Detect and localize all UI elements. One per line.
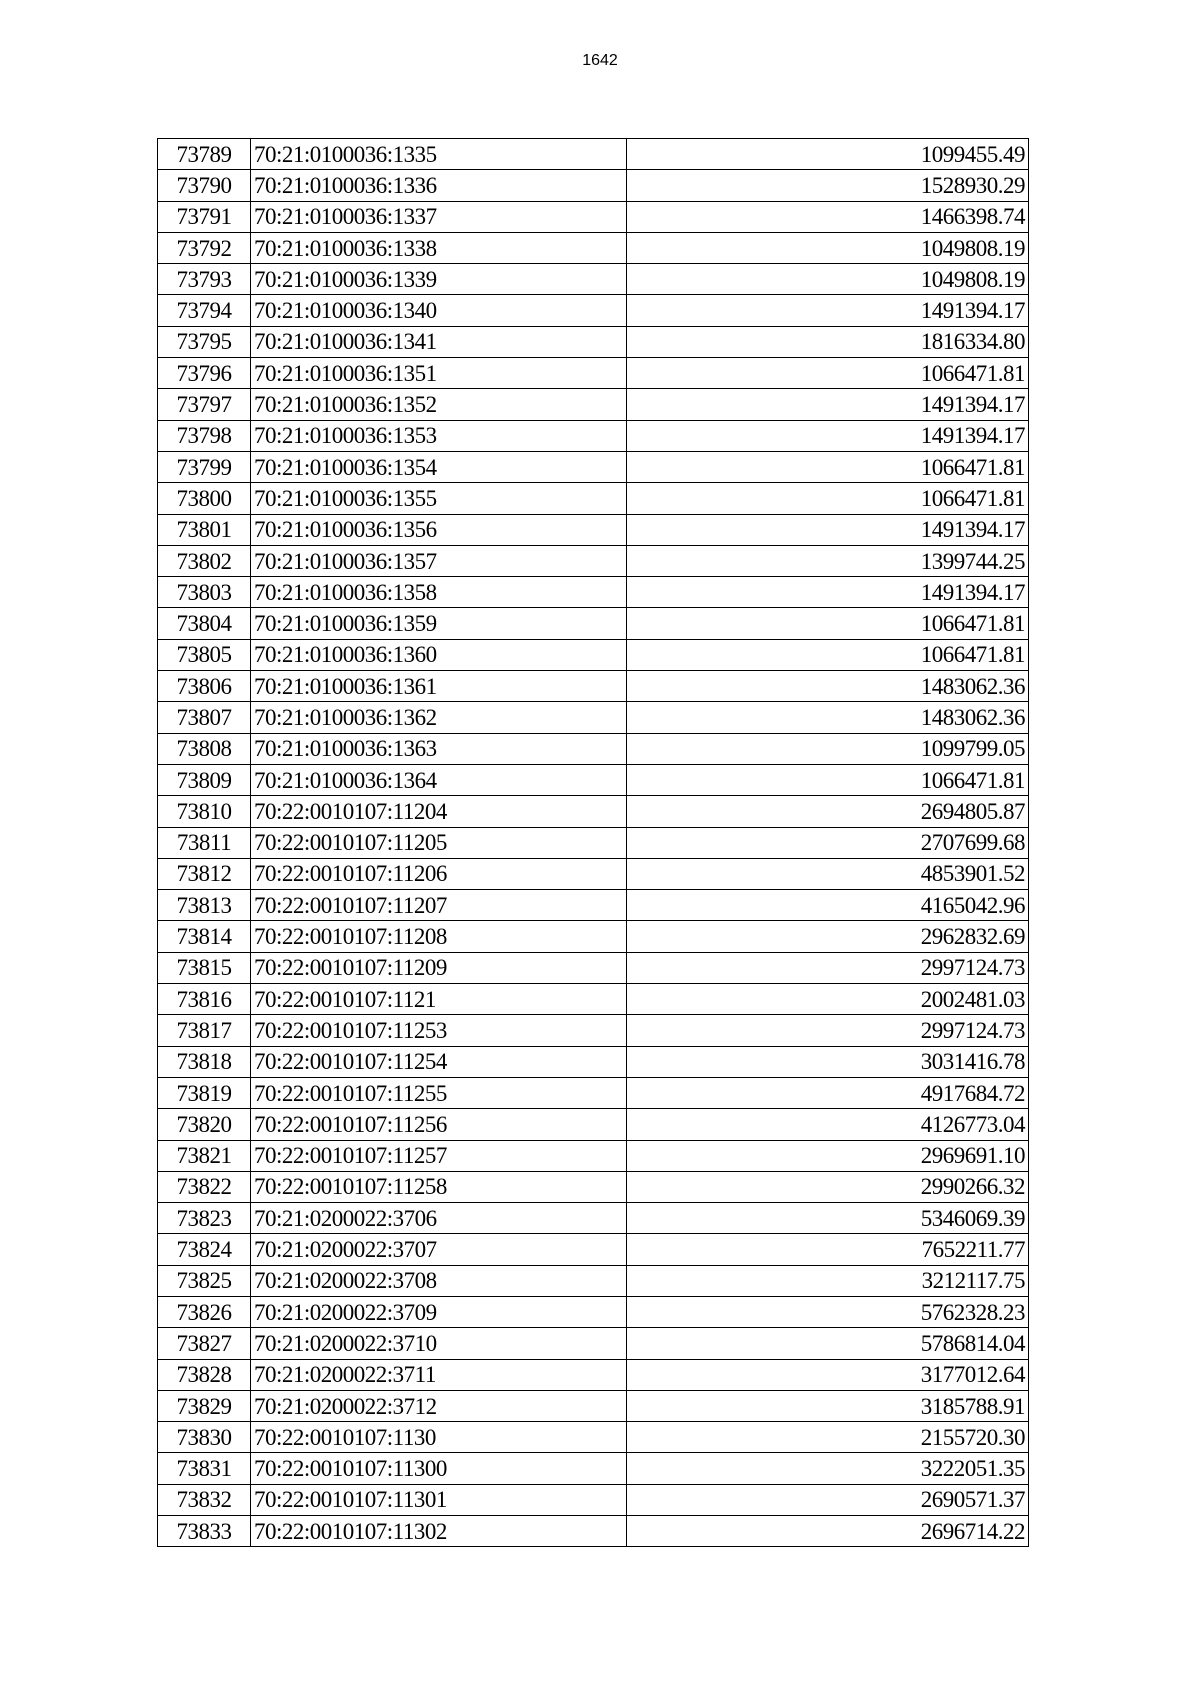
row-number-cell: 73811 — [158, 827, 251, 858]
cadastral-value-cell: 4917684.72 — [627, 1077, 1029, 1108]
cadastral-value-cell: 4126773.04 — [627, 1109, 1029, 1140]
cadastral-value-cell: 4165042.96 — [627, 890, 1029, 921]
cadastral-value-cell: 5786814.04 — [627, 1328, 1029, 1359]
cadastral-value-cell: 3222051.35 — [627, 1453, 1029, 1484]
cadastral-number-cell: 70:21:0200022:3710 — [251, 1328, 627, 1359]
row-number-cell: 73833 — [158, 1516, 251, 1547]
table-row — [158, 1046, 1029, 1077]
cadastral-number-cell: 70:22:0010107:11204 — [251, 796, 627, 827]
row-number-cell: 73790 — [158, 170, 251, 201]
cadastral-value-cell: 2690571.37 — [627, 1484, 1029, 1515]
table-row — [158, 295, 1029, 326]
cadastral-value-cell: 1099799.05 — [627, 733, 1029, 764]
cadastral-value-cell: 2155720.30 — [627, 1422, 1029, 1453]
cadastral-value-cell: 1399744.25 — [627, 545, 1029, 576]
table-row — [158, 1077, 1029, 1108]
cadastral-number-cell: 70:22:0010107:11206 — [251, 858, 627, 889]
row-number-cell: 73810 — [158, 796, 251, 827]
cadastral-value-cell: 1066471.81 — [627, 764, 1029, 795]
cadastral-value-cell: 1483062.36 — [627, 671, 1029, 702]
table-row — [158, 671, 1029, 702]
cadastral-value-cell: 3185788.91 — [627, 1390, 1029, 1421]
cadastral-value-cell: 2002481.03 — [627, 984, 1029, 1015]
row-number-cell: 73827 — [158, 1328, 251, 1359]
row-number-cell: 73816 — [158, 984, 251, 1015]
cadastral-number-cell: 70:22:0010107:11205 — [251, 827, 627, 858]
cadastral-number-cell: 70:22:0010107:11207 — [251, 890, 627, 921]
row-number-cell: 73796 — [158, 358, 251, 389]
table-row — [158, 764, 1029, 795]
cadastral-number-cell: 70:21:0100036:1338 — [251, 232, 627, 263]
row-number-cell: 73822 — [158, 1171, 251, 1202]
table-row — [158, 890, 1029, 921]
table-row — [158, 1296, 1029, 1327]
cadastral-number-cell: 70:22:0010107:11256 — [251, 1109, 627, 1140]
row-number-cell: 73805 — [158, 639, 251, 670]
table-row — [158, 264, 1029, 295]
cadastral-number-cell: 70:21:0200022:3707 — [251, 1234, 627, 1265]
table-body — [158, 139, 1029, 1547]
row-number-cell: 73832 — [158, 1484, 251, 1515]
cadastral-number-cell: 70:22:0010107:11254 — [251, 1046, 627, 1077]
table-row — [158, 639, 1029, 670]
cadastral-value-cell: 1466398.74 — [627, 201, 1029, 232]
cadastral-value-cell: 5346069.39 — [627, 1203, 1029, 1234]
cadastral-number-cell: 70:21:0100036:1359 — [251, 608, 627, 639]
cadastral-number-cell: 70:22:0010107:11300 — [251, 1453, 627, 1484]
cadastral-value-cell: 2990266.32 — [627, 1171, 1029, 1202]
table-row — [158, 952, 1029, 983]
cadastral-value-cell: 1491394.17 — [627, 420, 1029, 451]
cadastral-number-cell: 70:21:0100036:1341 — [251, 326, 627, 357]
cadastral-number-cell: 70:21:0100036:1361 — [251, 671, 627, 702]
row-number-cell: 73792 — [158, 232, 251, 263]
cadastral-number-cell: 70:21:0100036:1336 — [251, 170, 627, 201]
cadastral-value-cell: 1483062.36 — [627, 702, 1029, 733]
cadastral-number-cell: 70:21:0100036:1356 — [251, 514, 627, 545]
row-number-cell: 73803 — [158, 577, 251, 608]
row-number-cell: 73793 — [158, 264, 251, 295]
cadastral-value-cell: 5762328.23 — [627, 1296, 1029, 1327]
cadastral-number-cell: 70:21:0100036:1340 — [251, 295, 627, 326]
table-row — [158, 1484, 1029, 1515]
cadastral-number-cell: 70:21:0100036:1335 — [251, 139, 627, 170]
row-number-cell: 73824 — [158, 1234, 251, 1265]
row-number-cell: 73821 — [158, 1140, 251, 1171]
cadastral-value-cell: 1066471.81 — [627, 608, 1029, 639]
row-number-cell: 73801 — [158, 514, 251, 545]
row-number-cell: 73819 — [158, 1077, 251, 1108]
table-row — [158, 702, 1029, 733]
table-row — [158, 358, 1029, 389]
cadastral-number-cell: 70:21:0100036:1360 — [251, 639, 627, 670]
cadastral-number-cell: 70:22:0010107:11208 — [251, 921, 627, 952]
row-number-cell: 73823 — [158, 1203, 251, 1234]
table-row — [158, 451, 1029, 482]
cadastral-value-cell: 2707699.68 — [627, 827, 1029, 858]
table-row — [158, 1516, 1029, 1547]
cadastral-number-cell: 70:21:0100036:1354 — [251, 451, 627, 482]
row-number-cell: 73815 — [158, 952, 251, 983]
row-number-cell: 73807 — [158, 702, 251, 733]
cadastral-value-cell: 1491394.17 — [627, 389, 1029, 420]
row-number-cell: 73799 — [158, 451, 251, 482]
cadastral-value-cell: 2969691.10 — [627, 1140, 1029, 1171]
row-number-cell: 73791 — [158, 201, 251, 232]
cadastral-number-cell: 70:21:0100036:1352 — [251, 389, 627, 420]
cadastral-number-cell: 70:21:0100036:1358 — [251, 577, 627, 608]
row-number-cell: 73809 — [158, 764, 251, 795]
cadastral-value-cell: 1049808.19 — [627, 264, 1029, 295]
cadastral-value-cell: 7652211.77 — [627, 1234, 1029, 1265]
row-number-cell: 73831 — [158, 1453, 251, 1484]
table-row — [158, 545, 1029, 576]
table-row — [158, 420, 1029, 451]
cadastral-value-cell: 1491394.17 — [627, 577, 1029, 608]
table-row — [158, 201, 1029, 232]
cadastral-number-cell: 70:22:0010107:11257 — [251, 1140, 627, 1171]
table-row — [158, 1422, 1029, 1453]
table-row — [158, 1359, 1029, 1390]
table-row — [158, 1140, 1029, 1171]
cadastral-value-cell: 1066471.81 — [627, 639, 1029, 670]
table-row — [158, 1203, 1029, 1234]
table-row — [158, 921, 1029, 952]
cadastral-value-cell: 2997124.73 — [627, 952, 1029, 983]
cadastral-number-cell: 70:22:0010107:11253 — [251, 1015, 627, 1046]
table-row — [158, 170, 1029, 201]
cadastral-number-cell: 70:21:0100036:1364 — [251, 764, 627, 795]
table-row — [158, 232, 1029, 263]
row-number-cell: 73804 — [158, 608, 251, 639]
cadastral-value-cell: 1066471.81 — [627, 358, 1029, 389]
row-number-cell: 73812 — [158, 858, 251, 889]
cadastral-number-cell: 70:21:0200022:3708 — [251, 1265, 627, 1296]
row-number-cell: 73802 — [158, 545, 251, 576]
row-number-cell: 73825 — [158, 1265, 251, 1296]
cadastral-number-cell: 70:21:0200022:3711 — [251, 1359, 627, 1390]
row-number-cell: 73826 — [158, 1296, 251, 1327]
table-row — [158, 827, 1029, 858]
cadastral-value-cell: 1491394.17 — [627, 514, 1029, 545]
table-row — [158, 1265, 1029, 1296]
cadastral-value-cell: 1066471.81 — [627, 451, 1029, 482]
cadastral-value-cell: 3212117.75 — [627, 1265, 1029, 1296]
cadastral-number-cell: 70:22:0010107:11302 — [251, 1516, 627, 1547]
cadastral-number-cell: 70:21:0100036:1357 — [251, 545, 627, 576]
table-row — [158, 1109, 1029, 1140]
cadastral-value-cell: 1528930.29 — [627, 170, 1029, 201]
cadastral-value-cell: 3177012.64 — [627, 1359, 1029, 1390]
cadastral-number-cell: 70:22:0010107:11258 — [251, 1171, 627, 1202]
row-number-cell: 73829 — [158, 1390, 251, 1421]
row-number-cell: 73830 — [158, 1422, 251, 1453]
table-row — [158, 1390, 1029, 1421]
cadastral-number-cell: 70:21:0200022:3712 — [251, 1390, 627, 1421]
table-row — [158, 577, 1029, 608]
table-row — [158, 326, 1029, 357]
table-row — [158, 1171, 1029, 1202]
cadastral-value-cell: 1049808.19 — [627, 232, 1029, 263]
row-number-cell: 73818 — [158, 1046, 251, 1077]
row-number-cell: 73820 — [158, 1109, 251, 1140]
row-number-cell: 73808 — [158, 733, 251, 764]
cadastral-number-cell: 70:21:0200022:3709 — [251, 1296, 627, 1327]
row-number-cell: 73789 — [158, 139, 251, 170]
cadastral-number-cell: 70:22:0010107:11209 — [251, 952, 627, 983]
row-number-cell: 73797 — [158, 389, 251, 420]
table-row — [158, 1015, 1029, 1046]
table-row — [158, 1234, 1029, 1265]
table-row — [158, 1328, 1029, 1359]
row-number-cell: 73814 — [158, 921, 251, 952]
page-number: 1642 — [582, 52, 618, 69]
row-number-cell: 73795 — [158, 326, 251, 357]
cadastral-value-cell: 1491394.17 — [627, 295, 1029, 326]
cadastral-number-cell: 70:22:0010107:11255 — [251, 1077, 627, 1108]
cadastral-number-cell: 70:21:0100036:1355 — [251, 483, 627, 514]
cadastral-value-cell: 1099455.49 — [627, 139, 1029, 170]
cadastral-number-cell: 70:21:0100036:1362 — [251, 702, 627, 733]
cadastral-value-cell: 2696714.22 — [627, 1516, 1029, 1547]
row-number-cell: 73800 — [158, 483, 251, 514]
cadastral-value-cell: 2962832.69 — [627, 921, 1029, 952]
table-row — [158, 858, 1029, 889]
cadastral-number-cell: 70:21:0100036:1351 — [251, 358, 627, 389]
cadastral-value-table — [157, 138, 1029, 1547]
row-number-cell: 73828 — [158, 1359, 251, 1390]
table-row — [158, 389, 1029, 420]
row-number-cell: 73817 — [158, 1015, 251, 1046]
row-number-cell: 73794 — [158, 295, 251, 326]
table-row — [158, 608, 1029, 639]
cadastral-number-cell: 70:22:0010107:1130 — [251, 1422, 627, 1453]
table-row — [158, 483, 1029, 514]
cadastral-number-cell: 70:21:0100036:1339 — [251, 264, 627, 295]
row-number-cell: 73813 — [158, 890, 251, 921]
table-row — [158, 139, 1029, 170]
table-row — [158, 514, 1029, 545]
cadastral-value-cell: 1816334.80 — [627, 326, 1029, 357]
table-row — [158, 984, 1029, 1015]
table-row — [158, 796, 1029, 827]
cadastral-value-cell: 3031416.78 — [627, 1046, 1029, 1077]
cadastral-number-cell: 70:22:0010107:1121 — [251, 984, 627, 1015]
row-number-cell: 73806 — [158, 671, 251, 702]
cadastral-value-cell: 2694805.87 — [627, 796, 1029, 827]
cadastral-number-cell: 70:21:0100036:1363 — [251, 733, 627, 764]
cadastral-number-cell: 70:21:0200022:3706 — [251, 1203, 627, 1234]
cadastral-value-cell: 4853901.52 — [627, 858, 1029, 889]
cadastral-value-cell: 1066471.81 — [627, 483, 1029, 514]
cadastral-number-cell: 70:22:0010107:11301 — [251, 1484, 627, 1515]
cadastral-number-cell: 70:21:0100036:1353 — [251, 420, 627, 451]
table-row — [158, 1453, 1029, 1484]
cadastral-value-cell: 2997124.73 — [627, 1015, 1029, 1046]
row-number-cell: 73798 — [158, 420, 251, 451]
cadastral-number-cell: 70:21:0100036:1337 — [251, 201, 627, 232]
table-row — [158, 733, 1029, 764]
